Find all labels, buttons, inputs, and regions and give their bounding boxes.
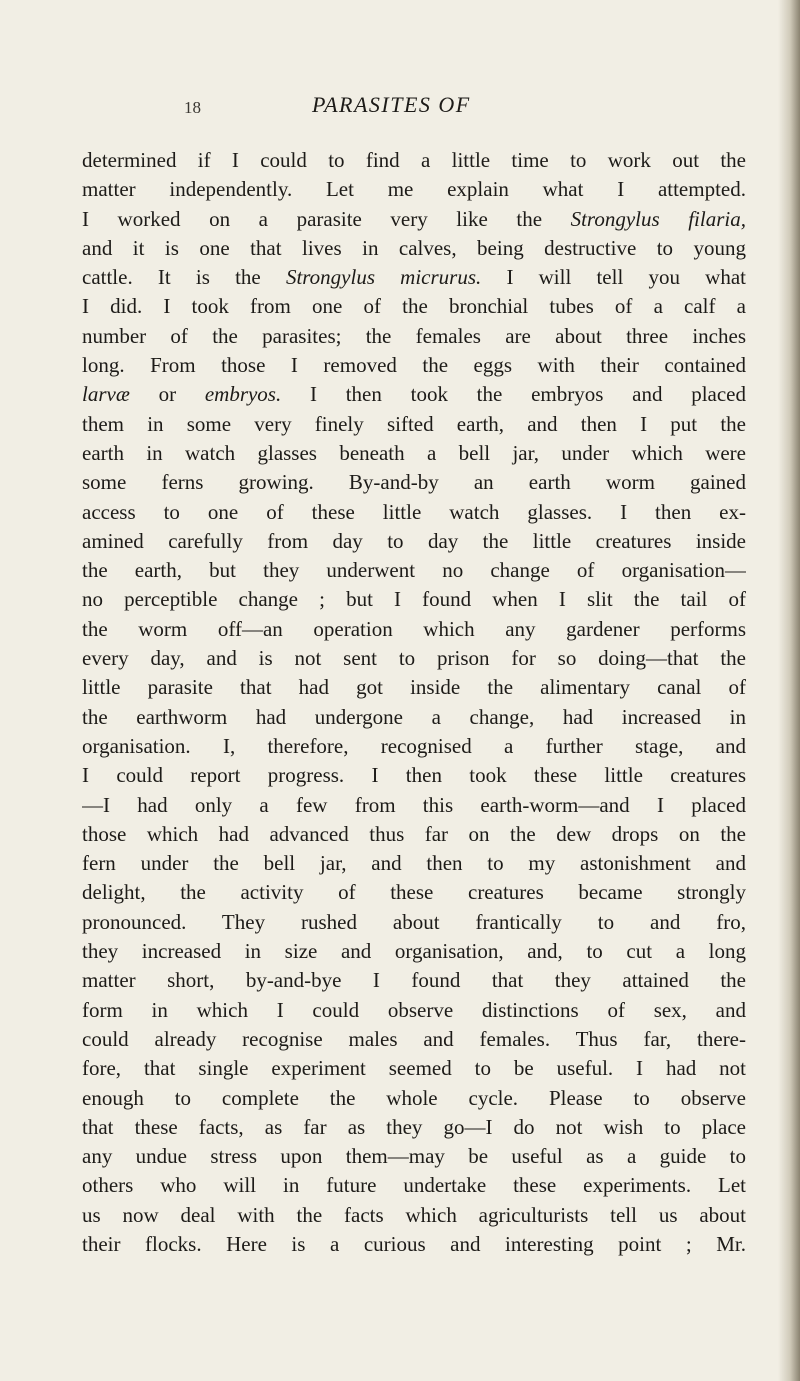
text-line: fore, that single experiment seemed to be useful. I had not <box>82 1056 746 1081</box>
text-line: could already recognise males and females. Thus far, there- <box>82 1026 746 1051</box>
text-line: them in some very finely sifted earth, and then I put the <box>82 411 746 436</box>
text-line: determined if I could to find a little time to work out the <box>82 148 746 172</box>
text-line: I could report progress. I then took these little creatures <box>82 763 746 788</box>
text-line: enough to complete the whole cycle. Please to observe <box>82 1085 746 1110</box>
text-line: every day, and is not sent to prison for so doing—that the <box>82 646 746 671</box>
text-line: others who will in future undertake these experiments. Let <box>82 1173 746 1198</box>
text-line: that these facts, as far as they go—I do not wish to place <box>82 1114 746 1139</box>
text-line: no perceptible change ; but I found when I slit the tail of <box>82 587 746 612</box>
body-text <box>82 146 746 1259</box>
text-line: cattle. It is the Strongylus micrurus. I will tell you what <box>82 265 746 290</box>
page-edge-shadow <box>778 0 800 1381</box>
running-head-title: PARASITES OF <box>312 92 471 117</box>
species-name: Strongylus filaria, <box>570 206 746 231</box>
text-line: little parasite that had got inside the alimentary canal of <box>82 675 746 700</box>
text-line: their flocks. Here is a curious and interesting point ; Mr. <box>82 1231 746 1256</box>
text-line: the earthworm had undergone a change, had increased in <box>82 704 746 729</box>
species-name: Strongylus micrurus. <box>285 265 482 290</box>
text-line: matter short, by-and-bye I found that they attained the <box>82 968 746 993</box>
text-line: amined carefully from day to day the little creatures inside <box>82 528 746 553</box>
text-line: the worm off—an operation which any gardener performs <box>82 616 746 641</box>
text-line: form in which I could observe distinctions of sex, and <box>82 997 746 1022</box>
italic-term: larvæ <box>82 382 130 407</box>
text-line: and it is one that lives in calves, being destructive to young <box>82 235 746 260</box>
text-line: they increased in size and organisation, and, to cut a long <box>82 939 746 964</box>
text-line: earth in watch glasses beneath a bell jar, under which were <box>82 440 746 465</box>
text-line: delight, the activity of these creatures became strongly <box>82 880 746 905</box>
text-line: organisation. I, therefore, recognised a further stage, and <box>82 733 746 758</box>
text-line: —I had only a few from this earth-worm—and I placed <box>82 792 746 817</box>
text-line: I worked on a parasite very like the Strongylus filaria, <box>82 206 746 231</box>
text-line: number of the parasites; the females are about three inches <box>82 323 746 348</box>
text-line: fern under the bell jar, and then to my astonishment and <box>82 851 746 876</box>
text-line: those which had advanced thus far on the dew drops on the <box>82 821 746 846</box>
text-line: I did. I took from one of the bronchial tubes of a calf a <box>82 294 746 319</box>
text-line: larvæ or embryos. I then took the embryos and placed <box>82 382 746 407</box>
text-line: pronounced. They rushed about frantically to and fro, <box>82 909 746 934</box>
text-line: matter independently. Let me explain what I attempted. <box>82 177 746 202</box>
page-number: 18 <box>184 98 201 117</box>
running-head <box>184 92 620 122</box>
italic-term: embryos. <box>204 382 282 407</box>
text-line: us now deal with the facts which agriculturists tell us about <box>82 1202 746 1227</box>
text-line: the earth, but they underwent no change of organisation— <box>82 558 746 583</box>
text-line: any undue stress upon them—may be useful as a guide to <box>82 1144 746 1169</box>
text-line: long. From those I removed the eggs with their contained <box>82 353 746 378</box>
text-line: some ferns growing. By-and-by an earth worm gained <box>82 470 746 495</box>
text-line: access to one of these little watch glasses. I then ex- <box>82 499 746 524</box>
